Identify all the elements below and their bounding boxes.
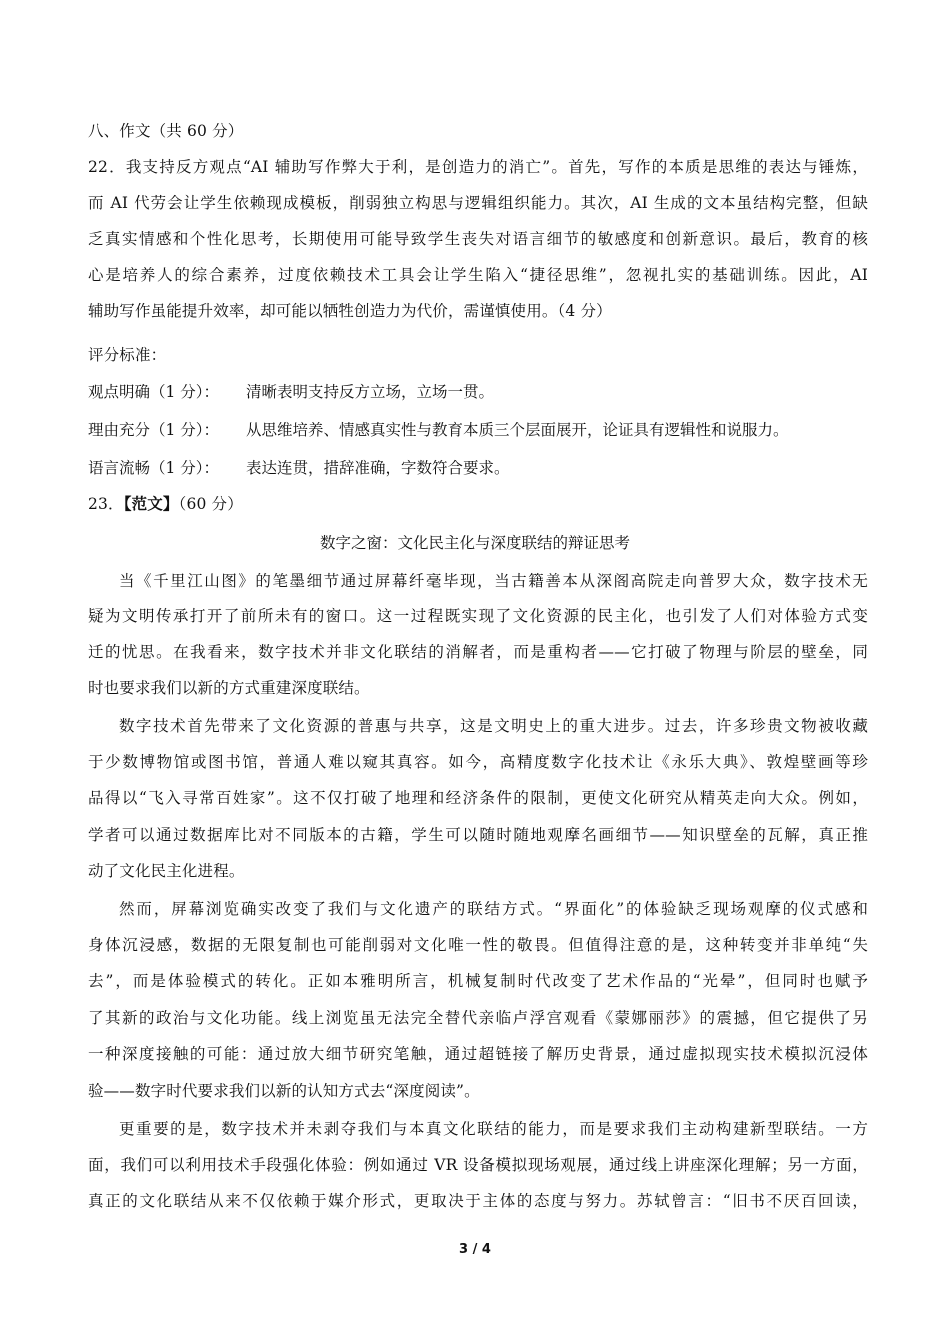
q23-number: 23． <box>88 495 124 513</box>
criterion-desc: 清晰表明支持反方立场，立场一贯。 <box>246 383 495 401</box>
essay-line: 更重要的是，数字技术并未剥夺我们与本真文化联结的能力，而是要求我们主动构建新型联结。一方 <box>119 1120 868 1138</box>
q22-line: 22．我支持反方观点“AI 辅助写作弊大于利，是创造力的消亡”。首先，写作的本质是思维的表达与锤炼， <box>88 158 868 176</box>
criterion-label: 理由充分（1 分）： <box>88 421 220 439</box>
essay-line: 当《千里江山图》的笔墨细节通过屏幕纤毫毕现，当古籍善本从深阁高院走向普罗大众，数字技术无 <box>119 572 868 590</box>
essay-line: 动了文化民主化进程。 <box>88 862 245 880</box>
essay-line: 了其新的政治与文化功能。线上浏览虽无法完全替代亲临卢浮宫观看《蒙娜丽莎》的震撼，但它提供了另 <box>88 1009 868 1027</box>
essay-line: 面，我们可以利用技术手段强化体验：例如通过 VR 设备模拟现场观展，通过线上讲座深化理解；另一方面， <box>88 1156 868 1174</box>
essay-line: 品得以“飞入寻常百姓家”。这不仅打破了地理和经济条件的限制，更使文化研究从精英走向大众。例如， <box>88 789 868 807</box>
essay-line: 学者可以通过数据库比对不同版本的古籍，学生可以随时随地观摩名画细节——知识壁垒的瓦解，真正推 <box>88 826 868 844</box>
criterion-label: 语言流畅（1 分）： <box>88 459 220 477</box>
criterion-desc: 从思维培养、情感真实性与教育本质三个层面展开，论证具有逻辑性和说服力。 <box>246 421 789 439</box>
essay-line: 时也要求我们以新的方式重建深度联结。 <box>88 679 370 697</box>
essay-line: 一种深度接触的可能：通过放大细节研究笔触，通过超链接了解历史背景，通过虚拟现实技术模拟沉浸体 <box>88 1045 868 1063</box>
essay-line: 然而，屏幕浏览确实改变了我们与文化遗产的联结方式。“界面化”的体验缺乏现场观摩的仪式感和 <box>119 900 868 918</box>
essay-line: 真正的文化联结从来不仅依赖于媒介形式，更取决于主体的态度与努力。苏轼曾言：“旧书不厌百回读， <box>88 1192 868 1210</box>
q23-heading <box>88 494 868 514</box>
page-number: 3 / 4 <box>459 1242 491 1257</box>
essay-line: 身体沉浸感，数据的无限复制也可能削弱对文化唯一性的敬畏。但值得注意的是，这种转变并非单纯“失 <box>88 936 868 954</box>
essay-line: 验——数字时代要求我们以新的认知方式去“深度阅读”。 <box>88 1082 480 1100</box>
q22-line: 心是培养人的综合素养，过度依赖技术工具会让学生陷入“捷径思维”，忽视扎实的基础训练。因此，AI <box>88 266 868 284</box>
essay-line: 去”，而是体验模式的转化。正如本雅明所言，机械复制时代改变了艺术作品的“光晕”，但同时也赋予 <box>88 972 868 990</box>
essay-line: 疑为文明传承打开了前所未有的窗口。这一过程既实现了文化资源的民主化，也引发了人们对体验方式变 <box>88 607 868 625</box>
q22-line: 而 AI 代劳会让学生依赖现成模板，削弱独立构思与逻辑组织能力。其次，AI 生成的文本虽结构完整，但缺 <box>88 194 868 212</box>
essay-line: 数字技术首先带来了文化资源的普惠与共享，这是文明史上的重大进步。过去，许多珍贵文物被收藏 <box>119 717 868 735</box>
q22-line: 乏真实情感和个性化思考，长期使用可能导致学生丧失对语言细节的敏感度和创新意识。最后，教育的核 <box>88 230 868 248</box>
q22-line: 辅助写作虽能提升效率，却可能以牺牲创造力为代价，需谨慎使用。（4 分） <box>88 302 612 320</box>
essay-line: 迁的忧思。在我看来，数字技术并非文化联结的消解者，而是重构者——它打破了物理与阶层的壁垒，同 <box>88 643 868 661</box>
q23-tag: 【范文】 <box>123 494 179 513</box>
essay-line: 于少数博物馆或图书馆，普通人难以窥其真容。如今，高精度数字化技术让《永乐大典》、敦煌壁画等珍 <box>88 753 868 771</box>
section-heading: 八、作文（共 60 分） <box>88 122 244 140</box>
q23-points: （60 分） <box>178 495 243 513</box>
essay-title: 数字之窗：文化民主化与深度联结的辩证思考 <box>319 534 630 552</box>
criteria-heading: 评分标准： <box>88 346 167 364</box>
criterion-label: 观点明确（1 分）： <box>88 383 220 401</box>
criterion-desc: 表达连贯，措辞准确，字数符合要求。 <box>246 459 510 477</box>
